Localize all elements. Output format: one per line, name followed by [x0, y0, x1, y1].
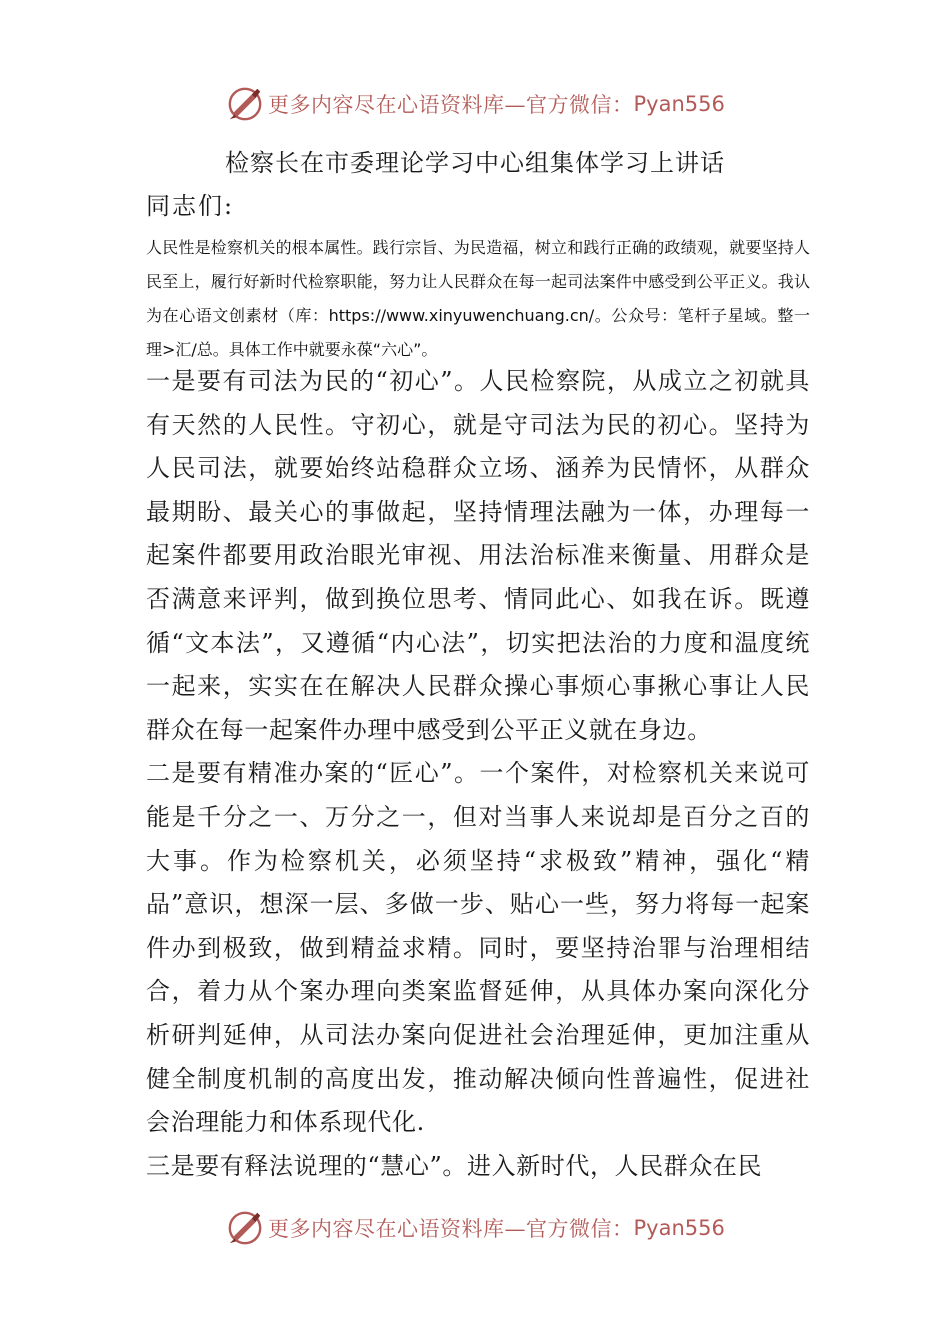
header-banner	[226, 82, 725, 126]
document-title: 检察长在市委理论学习中心组集体学习上讲话	[225, 149, 725, 177]
banner-text: 更多内容尽在心语资料库—官方微信：	[268, 1217, 634, 1241]
paragraph-3: 三是要有释法说理的“慧心”。进入新时代，人民群众在民	[146, 1151, 763, 1180]
paragraph-2: 二是要有精准办案的“匠心”。一个案件，对检察机关来说可能是千分之一、万分之一，但对当事人来说却是百分之百的大事。作为检察机关，必须坚持“求极致”精神，强化“精品”意识，想深一层、多做一步、贴心一些，努力将每一起案件办到极致，做到精益求精。同时，要坚持治罪与治理相结合，着力从个案办理向类案监督延伸，从具体办案向深化分析研判延伸，从司法办案向促进社会治理延伸，更加注重从健全制度机制的高度出发，推动解决倾向性普遍性，促进社会治理能力和体系现代化.	[146, 759, 810, 1137]
pen-logo-icon	[226, 1209, 264, 1247]
wechat-id: Pyan556	[633, 1216, 725, 1240]
salutation: 同志们:	[146, 192, 235, 220]
document-body	[146, 360, 810, 1188]
paragraph-1: 一是要有司法为民的“初心”。人民检察院，从成立之初就具有天然的人民性。守初心，就是守司法为民的初心。坚持为人民司法，就要始终站稳群众立场、涵养为民情怀，从群众最期盼、最关心的事做起，坚持情理法融为一体，办理每一起案件都要用政治眼光审视、用法治标准来衡量、用群众是否满意来评判，做到换位思考、情同此心、如我在诉。既遵循“文本法”，又遵循“内心法”，切实把法治的力度和温度统一起来，实实在在解决人民群众操心事烦心事揪心事让人民群众在每一起案件办理中感受到公平正义就在身边。	[146, 367, 810, 744]
pen-logo-icon	[226, 85, 264, 123]
wechat-id: Pyan556	[633, 92, 725, 116]
footer-banner	[226, 1206, 725, 1250]
intro-paragraph: 人民性是检察机关的根本属性。践行宗旨、为民造福，树立和践行正确的政绩观，就要坚持人民至上，履行好新时代检察职能，努力让人民群众在每一起司法案件中感受到公平正义。我认为在心语文创素材（库：https://www.xinyuwenchuang.cn/。公众号：笔杆子星域。整一理>汇/总。具体工作中就要永葆“六心”。	[146, 238, 810, 359]
banner-text: 更多内容尽在心语资料库—官方微信：	[268, 93, 634, 117]
